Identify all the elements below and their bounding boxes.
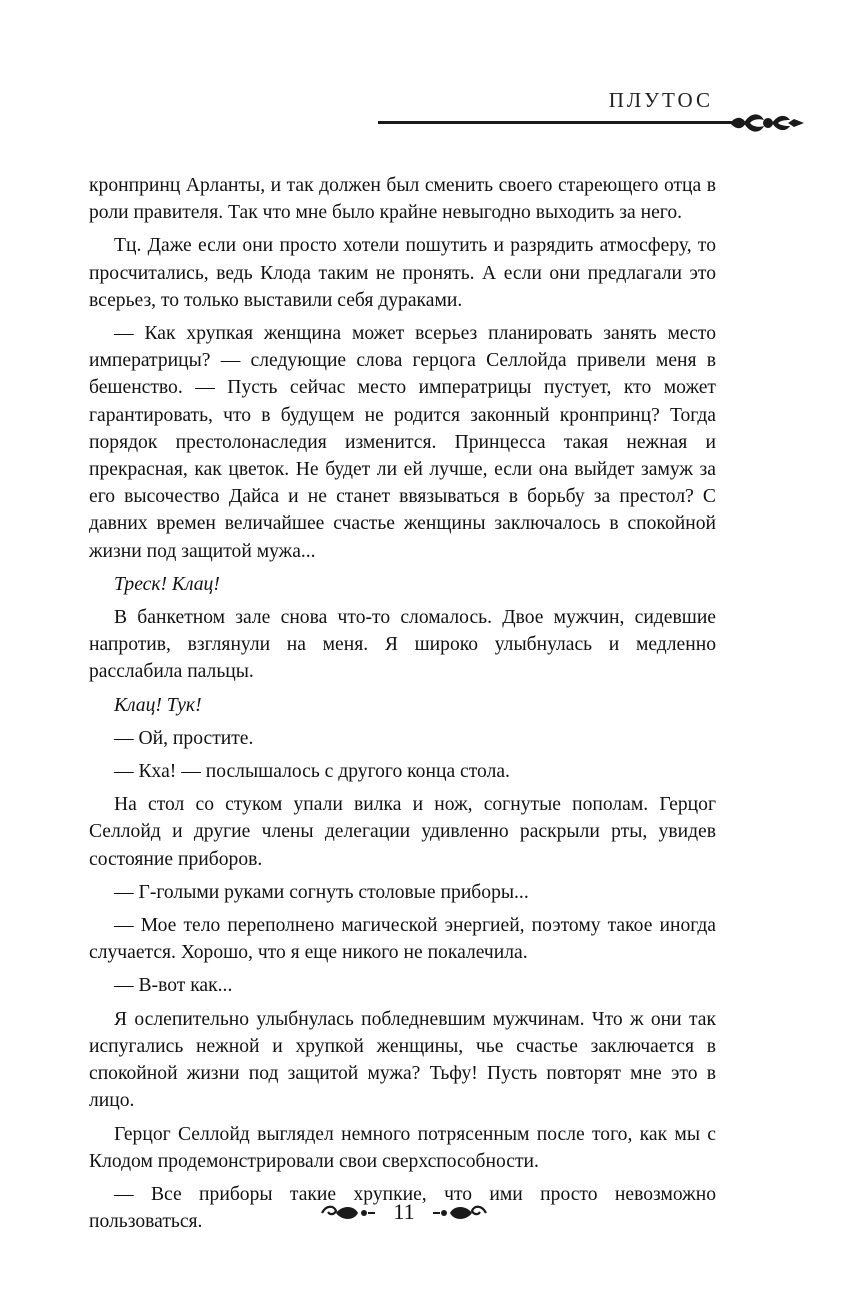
paragraph: — В-вот как...	[114, 975, 233, 997]
scroll-ornament-icon	[432, 1201, 488, 1225]
paragraph: — Все приборы такие хрупкие, что ими просто невозможно пользоваться.	[89, 1183, 716, 1233]
paragraph: — Ой, простите.	[114, 727, 254, 749]
body-text	[89, 172, 716, 1241]
fleuron-ornament-icon	[728, 108, 806, 138]
paragraph-italic-sound: Треск! Клац!	[114, 573, 220, 595]
paragraph: кронпринц Арланты, и так должен был сменить своего стареющего отца в роли правителя. Так что мне было крайне невыгодно выходить за него.	[89, 175, 716, 224]
page-number: 11	[393, 1199, 415, 1224]
paragraph-italic-sound: Клац! Тук!	[114, 694, 202, 716]
paragraph: — Как хрупкая женщина может всерьез планировать занять место императрицы? — следующие слова герцога Селлойда привели меня в бешенство. — Пусть сейчас место императрицы пустует, кто может гарантировать, что в будущем не родится законный кронпринц? Тогда порядок престолонаследия изменится. Принцесса такая нежная и прекрасная, как цветок. Не будет ли ей лучше, если она выйдет замуж за его высочество Дайса и не станет ввязываться в борьбу за престол? С давних времен величайшее счастье женщины заключалось в спокойной жизни под защитой мужа...	[89, 323, 716, 562]
paragraph: На стол со стуком упали вилка и нож, согнутые пополам. Герцог Селлойд и другие члены делегации удивленно раскрыли рты, увидев состояние приборов.	[89, 794, 716, 870]
page-footer	[0, 1195, 844, 1231]
paragraph: — Мое тело переполнено магической энергией, поэтому такое иногда случается. Хорошо, что я еще никого не покалечила.	[89, 915, 716, 964]
paragraph: Я ослепительно улыбнулась побледневшим мужчинам. Что ж они так испугались нежной и хрупкой женщины, чье счастье заключается в спокойной жизни под защитой мужа? Тьфу! Пусть повторят мне это в лицо.	[89, 1008, 716, 1112]
scroll-ornament-icon	[320, 1201, 376, 1225]
paragraph: — Г-голыми руками согнуть столовые приборы...	[114, 881, 529, 903]
paragraph: Герцог Селлойд выглядел немного потрясенным после того, как мы с Клодом продемонстрировали свои сверхспособности.	[89, 1123, 716, 1172]
running-title: ПЛУТОС	[608, 88, 713, 112]
paragraph: — Кха! — послышалось с другого конца стола.	[114, 761, 510, 783]
paragraph: В банкетном зале снова что-то сломалось. Двое мужчин, сидевшие напротив, взглянули на меня. Я широко улыбнулась и медленно расслабила пальцы.	[89, 607, 716, 683]
header-rule	[378, 121, 738, 124]
paragraph: Тц. Даже если они просто хотели пошутить и разрядить атмосферу, то просчитались, ведь Клода таким не пронять. А если они предлагали это всерьез, то только выставили себя дураками.	[89, 235, 716, 311]
